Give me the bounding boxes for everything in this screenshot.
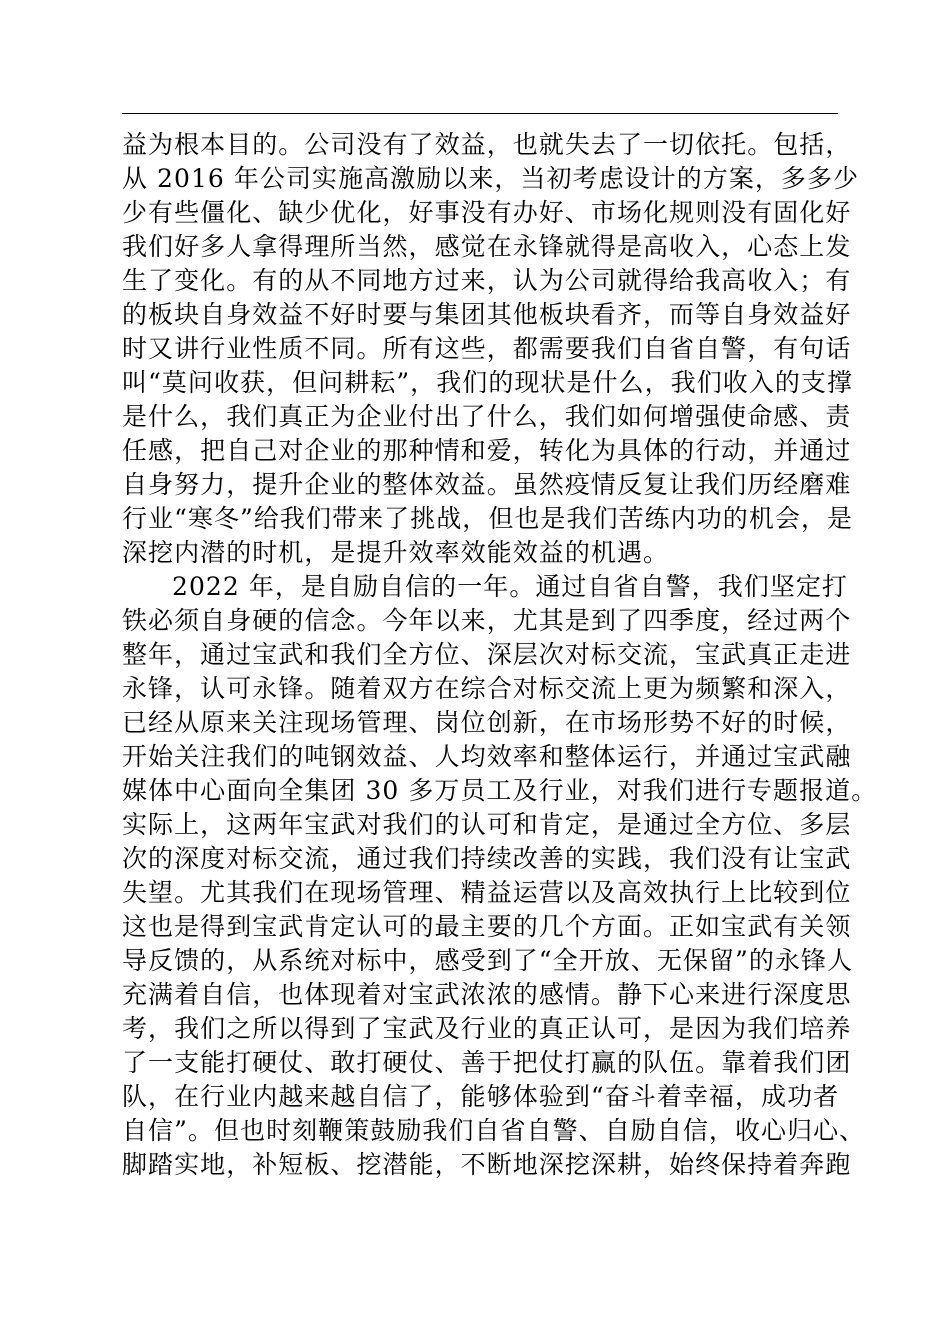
text-line: 失望。尤其我们在现场管理、精益运营以及高效执行上比较到位 xyxy=(122,878,852,907)
text-line: 队，在行业内越来越自信了，能够体验到“奋斗着幸福，成功者 xyxy=(122,1082,840,1111)
text-line: 这也是得到宝武肯定认可的最主要的几个方面。正如宝武有关领 xyxy=(122,912,852,941)
text-line: 开始关注我们的吨钢效益、人均效率和整体运行，并通过宝武融 xyxy=(122,742,852,771)
text-line: 深挖内潜的时机，是提升效率效能效益的机遇。 xyxy=(122,538,670,567)
text-line: 自身努力，提升企业的整体效益。虽然疫情反复让我们历经磨难 xyxy=(122,470,852,499)
text-line: 次的深度对标交流，通过我们持续改善的实践，我们没有让宝武 xyxy=(122,844,852,873)
text-line: 自信”。但也时刻鞭策鼓励我们自省自警、自励自信，收心归心、 xyxy=(122,1116,866,1145)
text-line: 脚踏实地，补短板、挖潜能，不断地深挖深耕，始终保持着奔跑 xyxy=(122,1150,852,1179)
text-line: 叫“莫问收获，但问耕耘”，我们的现状是什么，我们收入的支撑 xyxy=(122,368,854,397)
text-line: 是什么，我们真正为企业付出了什么，我们如何增强使命感、责 xyxy=(122,402,852,431)
text-line: 生了变化。有的从不同地方过来，认为公司就得给我高收入；有 xyxy=(122,266,852,295)
header-rule xyxy=(122,113,838,114)
text-line: 考，我们之所以得到了宝武及行业的真正认可，是因为我们培养 xyxy=(122,1014,852,1043)
text-line: 已经从原来关注现场管理、岗位创新，在市场形势不好的时候， xyxy=(122,708,852,737)
text-line: 永锋，认可永锋。随着双方在综合对标交流上更为频繁和深入， xyxy=(122,674,852,703)
paragraph-first-line: 2022 年，是自励自信的一年。通过自省自警，我们坚定打 xyxy=(172,572,848,601)
text-line: 我们好多人拿得理所当然，感觉在永锋就得是高收入，心态上发 xyxy=(122,232,852,261)
text-line: 实际上，这两年宝武对我们的认可和肯定，是通过全方位、多层 xyxy=(122,810,852,839)
text-line: 了一支能打硬仗、敢打硬仗、善于把仗打赢的队伍。靠着我们团 xyxy=(122,1048,852,1077)
text-line: 充满着自信，也体现着对宝武浓浓的感情。静下心来进行深度思 xyxy=(122,980,852,1009)
text-line: 铁必须自身硬的信念。今年以来，尤其是到了四季度，经过两个 xyxy=(122,606,852,635)
body-text xyxy=(122,128,878,1182)
text-line: 媒体中心面向全集团 30 多万员工及行业，对我们进行专题报道。 xyxy=(122,776,878,805)
text-line: 整年，通过宝武和我们全方位、深层次对标交流，宝武真正走进 xyxy=(122,640,852,669)
text-line: 从 2016 年公司实施高激励以来，当初考虑设计的方案，多多少 xyxy=(122,164,860,193)
text-line: 导反馈的，从系统对标中，感受到了“全开放、无保留”的永锋人 xyxy=(122,946,854,975)
text-line: 行业“寒冬”给我们带来了挑战，但也是我们苦练内功的机会，是 xyxy=(122,504,854,533)
text-line: 的板块自身效益不好时要与集团其他板块看齐，而等自身效益好 xyxy=(122,300,852,329)
text-line: 时又讲行业性质不同。所有这些，都需要我们自省自警，有句话 xyxy=(122,334,852,363)
text-line: 少有些僵化、缺少优化，好事没有办好、市场化规则没有固化好 xyxy=(122,198,852,227)
text-line: 益为根本目的。公司没有了效益，也就失去了一切依托。包括， xyxy=(122,130,852,159)
text-line: 任感，把自己对企业的那种情和爱，转化为具体的行动，并通过 xyxy=(122,436,852,465)
